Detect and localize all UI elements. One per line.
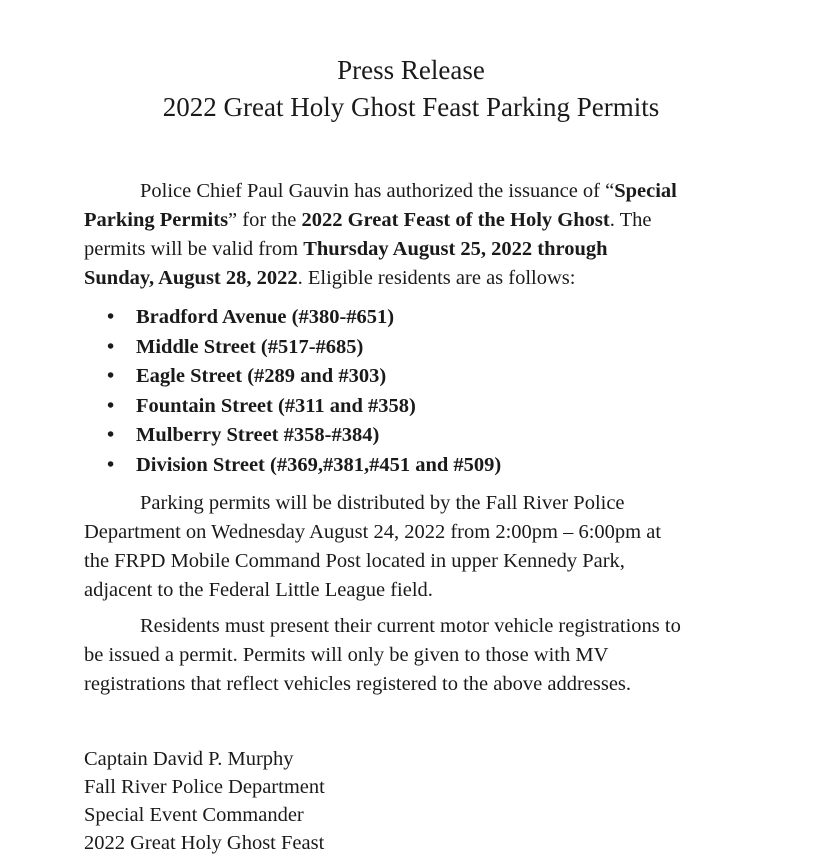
signature-role: Special Event Commander [84, 804, 304, 826]
document-title: Press Release [337, 55, 485, 85]
intro-text: permits will be valid from [84, 238, 304, 260]
bullet-icon: • [107, 365, 115, 387]
street-range: Bradford Avenue (#380-#651) [136, 306, 395, 328]
intro-emphasis: 2022 Great Feast of the Holy Ghost [301, 209, 610, 231]
bullet-icon: • [107, 306, 115, 328]
intro-paragraph [84, 177, 744, 293]
requirements-line-2: be issued a permit. Permits will only be given to those with MV [84, 644, 609, 666]
title-block [0, 52, 822, 126]
list-item [107, 392, 501, 422]
bullet-icon: • [107, 453, 115, 476]
document-subtitle: 2022 Great Holy Ghost Feast Parking Permits [162, 92, 660, 122]
signature-event: 2022 Great Holy Ghost Feast [84, 832, 325, 854]
distribution-line-3: the FRPD Mobile Command Post located in upper Kennedy Park, [84, 550, 625, 572]
intro-text: . The [609, 209, 652, 231]
list-item [107, 333, 501, 363]
distribution-paragraph [84, 489, 744, 605]
intro-line-4 [84, 264, 744, 293]
intro-emphasis: Special [614, 180, 677, 202]
intro-text: . Eligible residents are as follows: [297, 267, 576, 289]
list-item [107, 421, 501, 451]
intro-emphasis: Parking Permits [84, 209, 229, 231]
distribution-line-1: Parking permits will be distributed by the Fall River Police [140, 492, 625, 514]
requirements-line-1: Residents must present their current motor vehicle registrations to [140, 615, 681, 637]
intro-text: ” for the [228, 209, 302, 231]
street-range: Mulberry Street #358-#384) [136, 424, 380, 446]
distribution-line-2: Department on Wednesday August 24, 2022 from 2:00pm – 6:00pm at [84, 521, 662, 543]
signature-block [84, 745, 325, 857]
eligible-streets-list [107, 303, 501, 480]
list-item [107, 362, 501, 392]
street-range: Fountain Street (#311 and #358) [136, 394, 416, 417]
requirements-line-3: registrations that reflect vehicles registered to the above addresses. [84, 673, 632, 695]
intro-line-1 [84, 177, 744, 206]
intro-emphasis: Sunday, August 28, 2022 [84, 267, 298, 289]
intro-line-3 [84, 235, 744, 264]
bullet-icon: • [107, 335, 115, 358]
intro-line-2 [84, 206, 744, 235]
street-range: Eagle Street (#289 and #303) [136, 365, 387, 387]
street-range: Middle Street (#517-#685) [136, 335, 364, 358]
signature-name: Captain David P. Murphy [84, 748, 294, 770]
bullet-icon: • [107, 394, 115, 417]
distribution-line-4: adjacent to the Federal Little League field. [84, 579, 433, 601]
bullet-icon: • [107, 424, 115, 446]
requirements-paragraph [84, 612, 744, 699]
intro-text: Police Chief Paul Gauvin has authorized the issuance of “ [140, 180, 615, 202]
intro-emphasis: Thursday August 25, 2022 through [303, 238, 608, 260]
list-item [107, 451, 501, 481]
street-range: Division Street (#369,#381,#451 and #509) [136, 453, 502, 476]
list-item [107, 303, 501, 333]
signature-department: Fall River Police Department [84, 776, 325, 798]
